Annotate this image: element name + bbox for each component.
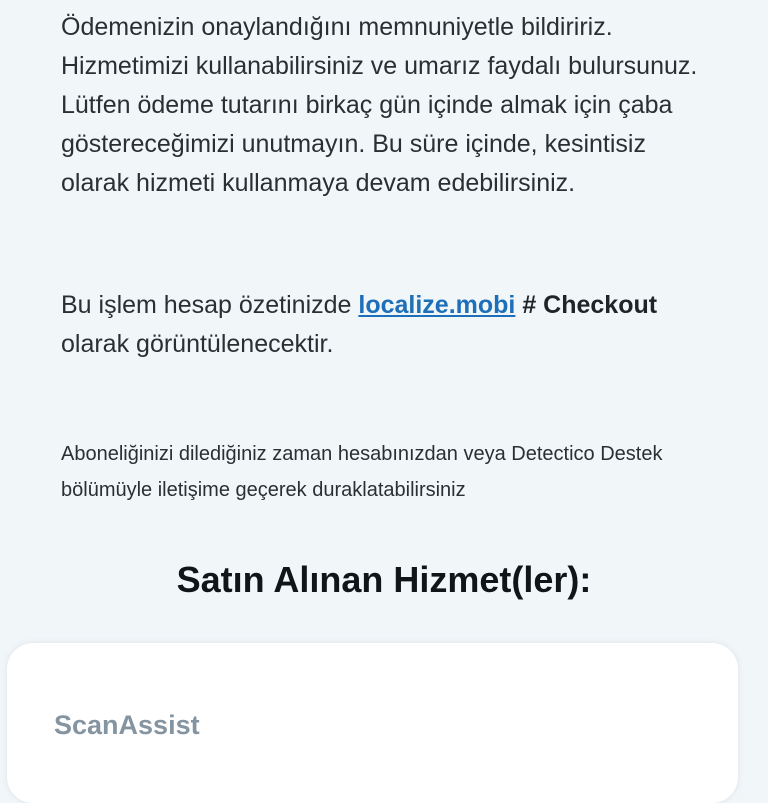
payment-confirmed-text: Ödemenizin onaylandığını memnuniyetle bildiririz. Hizmetimizi kullanabilirsiniz ve umarız faydalı bulursunuz. Lütfen ödeme tutarını birkaç gün içinde almak için çaba göstereceğimizi unutmayın. Bu süre içinde, kesintisiz olarak hizmeti kullanmaya devam edebilirsiniz. <box>61 13 698 197</box>
checkout-label: # Checkout <box>515 291 658 319</box>
service-name: ScanAssist <box>54 710 200 740</box>
account-statement-text <box>61 286 721 364</box>
account-statement-prefix: Bu işlem hesap özetinizde <box>61 291 359 319</box>
confirmation-message <box>61 8 721 501</box>
purchased-services-heading: Satın Alınan Hizmet(ler): <box>176 559 592 600</box>
localize-mobi-link[interactable]: localize.mobi <box>358 291 516 319</box>
subscription-pause-notice: Aboneliğinizi dilediğiniz zaman hesabınızdan veya Detectico Destek bölümüyle iletişime geçerek duraklatabilirsiniz <box>61 443 663 501</box>
purchased-service-card <box>7 643 738 803</box>
account-statement-suffix: olarak görüntülenecektir. <box>61 330 334 358</box>
